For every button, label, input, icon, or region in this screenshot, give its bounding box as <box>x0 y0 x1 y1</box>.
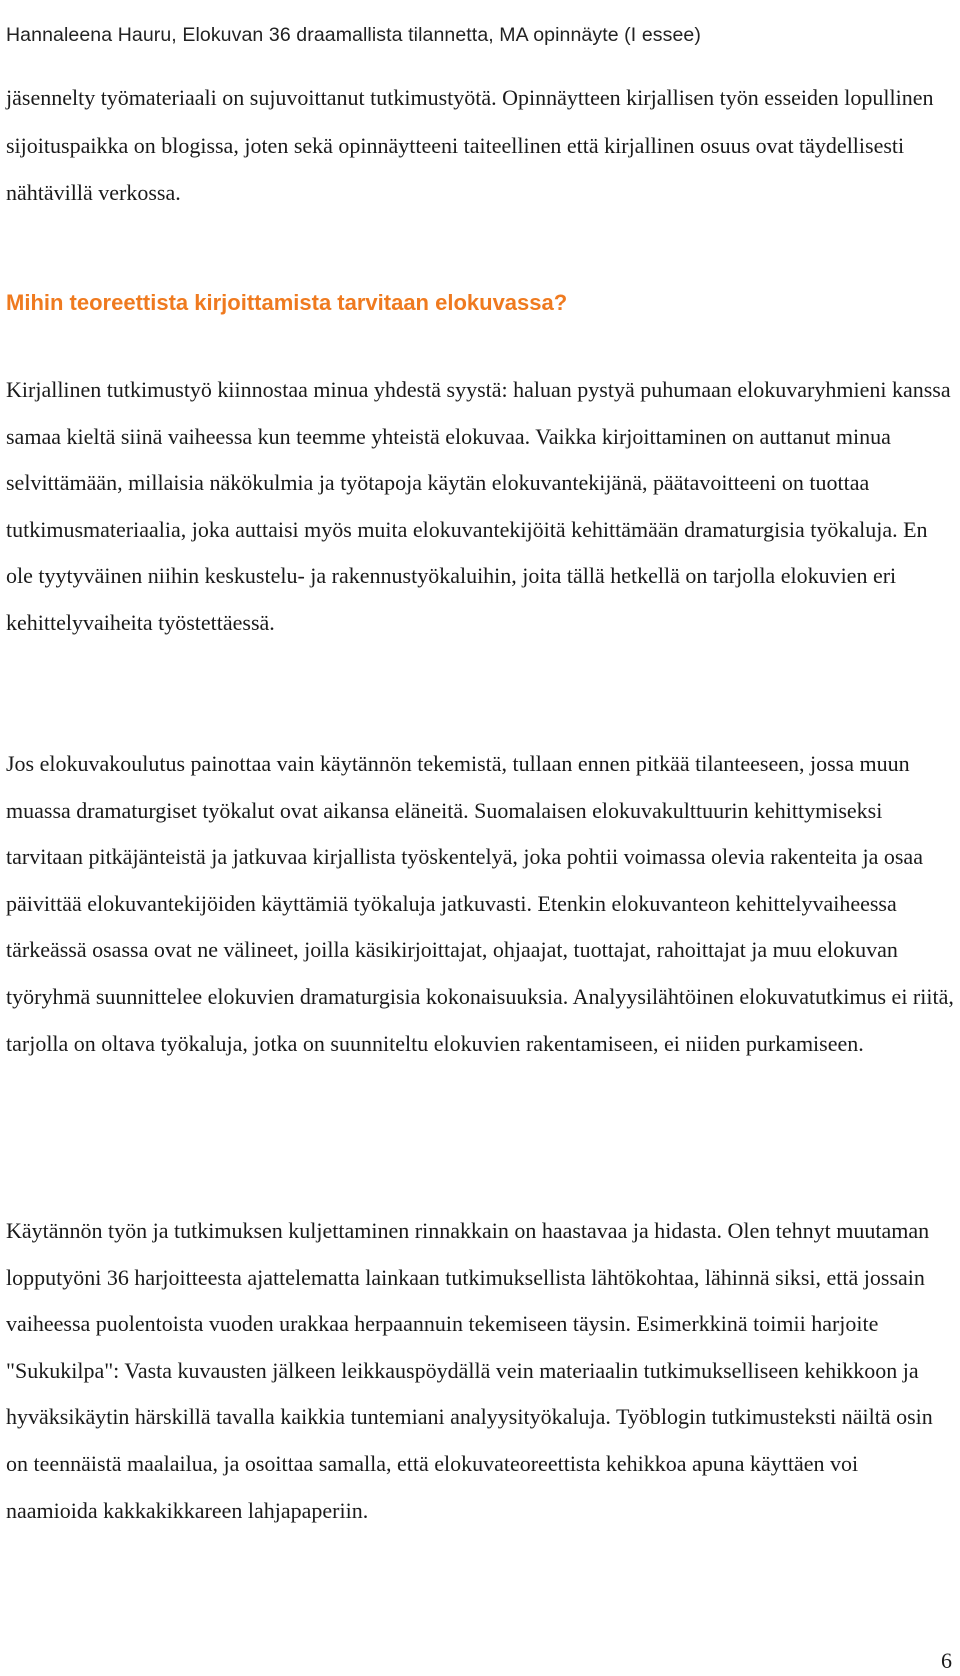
page-number: 6 <box>941 1648 952 1673</box>
body-paragraph-1: Kirjallinen tutkimustyö kiinnostaa minua yhdestä syystä: haluan pystyä puhumaan elokuvaryhmieni kanssa samaa kieltä siinä vaiheessa kun teemme yhteistä elokuvaa. Vaikka kirjoittaminen on auttanut minua selvittämään, millaisia näkökulmia ja työtapoja käytän elokuvantekijänä, päätavoitteeni on tuottaa tutkimusmateriaalia, joka auttaisi myös muita elokuvantekijöitä kehittämään dramaturgisia työkaluja. En ole tyytyväinen niihin keskustelu- ja rakennustyökaluihin, joita tällä hetkellä on tarjolla elokuvien eri kehittelyvaiheita työstettäessä. <box>6 377 951 635</box>
running-header: Hannaleena Hauru, Elokuvan 36 draamallista tilannetta, MA opinnäyte (I essee) <box>6 24 701 46</box>
body-paragraph-3: Käytännön työn ja tutkimuksen kuljettaminen rinnakkain on haastavaa ja hidasta. Olen tehnyt muutaman lopputyöni 36 harjoitteesta ajattelematta lainkaan tutkimuksellista lähtökohtaa, lähinnä siksi, että jossain vaiheessa puolentoista vuoden urakkaa herpaannuin tekemiseen täysin. Esimerkkinä toimii harjoite "Sukukilpa": Vasta kuvausten jälkeen leikkauspöydällä vein materiaalin tutkimukselliseen kehikkoon ja hyväksikäytin härskillä tavalla kaikkia tuntemiani analyysityökaluja. Työblogin tutkimusteksti näiltä osin on teennäistä maalailua, ja osoittaa samalla, että elokuvateoreettista kehikkoa apuna käyttäen voi naamioida kakkakikkareen lahjapaperiin. <box>6 1218 933 1523</box>
intro-paragraph: jäsennelty työmateriaali on sujuvoittanut tutkimustyötä. Opinnäytteen kirjallisen työn esseiden lopullinen sijoituspaikka on blogissa, joten sekä opinnäytteeni taiteellinen että kirjallinen osuus ovat täydellisesti nähtävillä verkossa. <box>6 85 934 205</box>
section-heading: Mihin teoreettista kirjoittamista tarvitaan elokuvassa? <box>6 290 568 315</box>
body-paragraph-2: Jos elokuvakoulutus painottaa vain käytännön tekemistä, tullaan ennen pitkää tilanteeseen, jossa muun muassa dramaturgiset työkalut ovat aikansa eläneitä. Suomalaisen elokuvakulttuurin kehittymiseksi tarvitaan pitkäjänteistä ja jatkuvaa kirjallista työskentelyä, joka pohtii voimassa olevia rakenteita ja osaa päivittää elokuvantekijöiden käyttämiä työkaluja jatkuvasti. Etenkin elokuvanteon kehittelyvaiheessa tärkeässä osassa ovat ne välineet, joilla käsikirjoittajat, ohjaajat, tuottajat, rahoittajat ja muu elokuvan työryhmä suunnittelee elokuvien dramaturgisia kokonaisuuksia. Analyysilähtöinen elokuvatutkimus ei riitä, tarjolla on oltava työkaluja, jotka on suunniteltu elokuvien rakentamiseen, ei niiden purkamiseen. <box>6 751 954 1056</box>
